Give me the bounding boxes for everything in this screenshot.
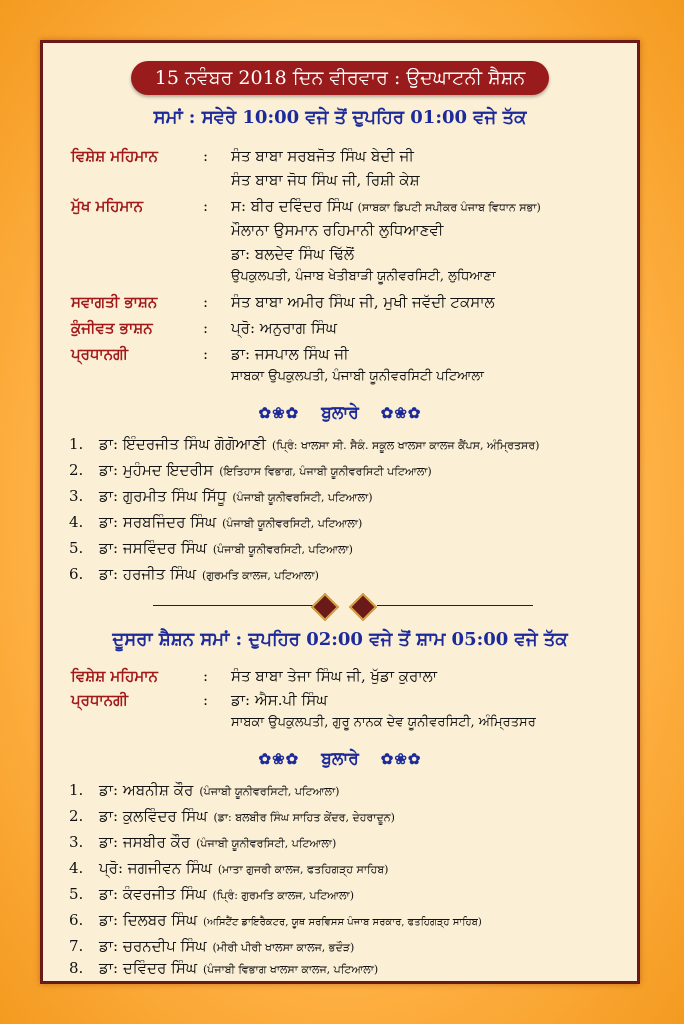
ornament-left-icon: ✿❀✿ — [258, 750, 300, 768]
speaker-name: ਡਾ: ਸਰਬਜਿੰਦਰ ਸਿੰਘ — [99, 513, 217, 531]
speaker-affiliation: (ਇਤਿਹਾਸ ਵਿਭਾਗ, ਪੰਜਾਬੀ ਯੂਨੀਵਰਸਿਟੀ ਪਟਿਆਲਾ) — [219, 465, 432, 478]
item-number: 2. — [69, 461, 84, 479]
role-value: ਸੰਤ ਬਾਬਾ ਜੋਧ ਸਿੰਘ ਜੀ, ਰਿਸ਼ੀ ਕੇਸ਼ — [231, 171, 420, 189]
role-value: ਸੰਤ ਬਾਬਾ ਤੇਜਾ ਸਿੰਘ ਜੀ, ਖੁੱਡਾ ਕੁਰਾਲਾ — [231, 667, 438, 685]
colon: : — [203, 197, 209, 215]
ornament-left-icon: ✿❀✿ — [258, 404, 300, 422]
item-number: 3. — [69, 833, 84, 851]
role-note: (ਸਾਬਕਾ ਡਿਪਟੀ ਸਪੀਕਰ ਪੰਜਾਬ ਵਿਧਾਨ ਸਭਾ) — [357, 201, 541, 214]
role-value: ਉਪਕੁਲਪਤੀ, ਪੰਜਾਬ ਖੇਤੀਬਾੜੀ ਯੂਨੀਵਰਸਿਟੀ, ਲੁਧਿਆਣਾ — [231, 269, 496, 284]
role-value: ਸਾਬਕਾ ਉਪਕੁਲਪਤੀ, ਗੁਰੂ ਨਾਨਕ ਦੇਵ ਯੂਨੀਵਰਸਿਟੀ, ਅੰਮ੍ਰਿਤਸਰ — [231, 715, 536, 730]
list-item — [69, 781, 339, 799]
role-value: ਸੰਤ ਬਾਬਾ ਅਮੀਰ ਸਿੰਘ ਜੀ, ਮੁਖੀ ਜਵੱਦੀ ਟਕਸਾਲ — [231, 293, 495, 311]
speaker-name: ਡਾ: ਜਸਬੀਰ ਕੌਰ — [99, 833, 191, 851]
item-number: 4. — [69, 859, 84, 877]
item-number: 1. — [69, 435, 84, 453]
role-value: ਸਾਬਕਾ ਉਪਕੁਲਪਤੀ, ਪੰਜਾਬੀ ਯੂਨੀਵਰਸਿਟੀ ਪਟਿਆਲਾ — [231, 369, 484, 384]
colon: : — [203, 147, 209, 165]
speaker-name: ਡਾ: ਹਰਜੀਤ ਸਿੰਘ — [99, 565, 197, 583]
speaker-name: ਡਾ: ਅਬਨੀਸ਼ ਕੌਰ — [99, 781, 194, 799]
speaker-name: ਡਾ: ਕੁਲਵਿੰਦਰ ਸਿੰਘ — [99, 807, 208, 825]
item-number: 5. — [69, 885, 84, 903]
list-item — [69, 833, 336, 851]
role-label: ਪ੍ਰਧਾਨਗੀ — [71, 345, 129, 363]
role-label: ਮੁੱਖ ਮਹਿਮਾਨ — [71, 197, 144, 215]
role-label: ਕੁੰਜੀਵਤ ਭਾਸ਼ਨ — [71, 319, 153, 337]
speakers-heading-text: ਬੁਲਾਰੇ — [321, 403, 359, 423]
role-value: ਮੌਲਾਨਾ ਉਸਮਾਨ ਰਹਿਮਾਨੀ ਲੁਧਿਆਣਵੀ — [231, 221, 444, 239]
list-item — [69, 513, 362, 531]
list-item — [69, 807, 395, 825]
speaker-name: ਡਾ: ਦਵਿੰਦਰ ਸਿੰਘ — [99, 959, 197, 977]
item-number: 5. — [69, 539, 84, 557]
item-number: 1. — [69, 781, 84, 799]
list-item — [69, 487, 372, 505]
speaker-name: ਡਾ: ਦਿਲਬਰ ਸਿੰਘ — [99, 911, 198, 929]
speaker-affiliation: (ਮਾਤਾ ਗੁਜਰੀ ਕਾਲਜ, ਫਤਹਿਗੜ੍ਹ ਸਾਹਿਬ) — [217, 863, 389, 876]
speaker-name: ਡਾ: ਗੁਰਮੀਤ ਸਿੰਘ ਸਿੱਧੂ — [99, 487, 227, 505]
colon: : — [203, 345, 209, 363]
list-item — [69, 885, 354, 903]
speaker-affiliation: (ਪੰਜਾਬੀ ਯੂਨੀਵਰਸਿਟੀ, ਪਟਿਆਲਾ) — [196, 837, 337, 850]
speaker-affiliation: (ਗੁਰਮਤਿ ਕਾਲਜ, ਪਟਿਆਲਾ) — [202, 569, 319, 582]
list-item — [69, 565, 319, 583]
program-card — [40, 40, 640, 984]
speaker-affiliation: (ਪ੍ਰਿੰ: ਗੁਰਮਤਿ ਕਾਲਜ, ਪਟਿਆਲਾ) — [212, 889, 354, 902]
list-item — [69, 435, 539, 453]
session2-time: ਦੂਸਰਾ ਸ਼ੈਸ਼ਨ ਸਮਾਂ : ਦੁਪਹਿਰ 02:00 ਵਜੇ ਤੋਂ ਸ਼ਾਮ 05:00 ਵਜੇ ਤੱਕ — [112, 629, 568, 650]
speaker-name: ਪ੍ਰੋ: ਜਗਜੀਵਨ ਸਿੰਘ — [99, 859, 212, 877]
speakers-heading-text: ਬੁਲਾਰੇ — [321, 749, 359, 769]
ornament-right-icon: ✿❀✿ — [380, 404, 422, 422]
ornament-right-icon: ✿❀✿ — [380, 750, 422, 768]
diamond-icon — [349, 593, 377, 621]
list-item — [69, 859, 388, 877]
item-number: 7. — [69, 937, 84, 955]
speaker-name: ਡਾ: ਇੰਦਰਜੀਤ ਸਿੰਘ ਗੋਗੋਆਣੀ — [99, 435, 267, 453]
colon: : — [203, 293, 209, 311]
divider-line — [153, 605, 313, 606]
speaker-affiliation: (ਪੰਜਾਬੀ ਯੂਨੀਵਰਸਿਟੀ, ਪਟਿਆਲਾ) — [222, 517, 363, 530]
item-number: 3. — [69, 487, 84, 505]
role-value: ਸੰਤ ਬਾਬਾ ਸਰਬਜੋਤ ਸਿੰਘ ਬੇਦੀ ਜੀ — [231, 147, 414, 165]
speaker-name: ਡਾ: ਕੰਵਰਜੀਤ ਸਿੰਘ — [99, 885, 207, 903]
speakers-heading — [43, 749, 637, 769]
speaker-affiliation: (ਮੀਰੀ ਪੀਰੀ ਖਾਲਸਾ ਕਾਲਜ, ਭਦੌੜ) — [212, 941, 355, 954]
item-number: 6. — [69, 565, 84, 583]
role-value: ਡਾ: ਐਸ.ਪੀ ਸਿੰਘ — [231, 691, 328, 709]
speakers-heading — [43, 403, 637, 423]
colon: : — [203, 667, 209, 685]
item-number: 8. — [69, 959, 84, 977]
colon: : — [203, 691, 209, 709]
speaker-affiliation: (ਪੰਜਾਬੀ ਯੂਨੀਵਰਸਿਟੀ, ਪਟਿਆਲਾ) — [199, 785, 340, 798]
speaker-name: ਡਾ: ਚਰਨਦੀਪ ਸਿੰਘ — [99, 937, 207, 955]
role-value-name: ਸ: ਬੀਰ ਦਵਿੰਦਰ ਸਿੰਘ — [231, 197, 353, 215]
session1-time: ਸਮਾਂ : ਸਵੇਰੇ 10:00 ਵਜੇ ਤੋਂ ਦੁਪਹਿਰ 01:00 ਵਜੇ ਤੱਕ — [153, 107, 527, 128]
speaker-affiliation: (ਪੰਜਾਬੀ ਵਿਭਾਗ ਖਾਲਸਾ ਕਾਲਜ, ਪਟਿਆਲਾ) — [203, 963, 379, 976]
item-number: 6. — [69, 911, 84, 929]
colon: : — [203, 319, 209, 337]
role-label: ਪ੍ਰਧਾਨਗੀ — [71, 691, 129, 709]
diamond-icon — [311, 593, 339, 621]
speaker-name: ਡਾ: ਜਸਵਿੰਦਰ ਸਿੰਘ — [99, 539, 207, 557]
section-divider — [153, 591, 533, 621]
item-number: 4. — [69, 513, 84, 531]
speaker-affiliation: (ਡਾ: ਬਲਬੀਰ ਸਿੰਘ ਸਾਹਿਤ ਕੇਂਦਰ, ਦੇਹਰਾਦੂਨ) — [213, 811, 395, 824]
list-item — [69, 959, 378, 977]
list-item — [69, 911, 482, 929]
speaker-name: ਡਾ: ਮੁਹੰਮਦ ਇਦਰੀਸ — [99, 461, 214, 479]
role-value: ਡਾ: ਜਸਪਾਲ ਸਿੰਘ ਜੀ — [231, 345, 349, 363]
list-item — [69, 461, 432, 479]
speaker-affiliation: (ਅਸਿਟੈਂਟ ਡਾਇਰੈਕਟਰ, ਯੂਥ ਸਰਵਿਸਸ ਪੰਜਾਬ ਸਰਕਾਰ, ਫਤਹਿਗੜ੍ਹ ਸਾਹਿਬ) — [203, 917, 482, 928]
divider-line — [377, 605, 533, 606]
role-label: ਵਿਸ਼ੇਸ਼ ਮਹਿਮਾਨ — [71, 667, 158, 685]
role-value: ਪ੍ਰੋ: ਅਨੁਰਾਗ ਸਿੰਘ — [231, 319, 337, 337]
speaker-affiliation: (ਪੰਜਾਬੀ ਯੂਨੀਵਰਸਿਟੀ, ਪਟਿਆਲਾ) — [212, 543, 353, 556]
role-label: ਸਵਾਗਤੀ ਭਾਸ਼ਨ — [71, 293, 158, 311]
date-banner: 15 ਨਵੰਬਰ 2018 ਦਿਨ ਵੀਰਵਾਰ : ਉਦਘਾਟਨੀ ਸ਼ੈਸ਼ਨ — [131, 61, 549, 95]
list-item — [69, 937, 354, 955]
role-value — [231, 197, 541, 215]
speaker-affiliation: (ਪ੍ਰਿੰ: ਖਾਲਸਾ ਸੀ. ਸੈਕੰ. ਸਕੂਲ ਖਾਲਸਾ ਕਾਲਜ ਕੈਂਪਸ, ਅੰਮ੍ਰਿਤਸਰ) — [272, 439, 540, 452]
item-number: 2. — [69, 807, 84, 825]
list-item — [69, 539, 353, 557]
role-label: ਵਿਸ਼ੇਸ਼ ਮਹਿਮਾਨ — [71, 147, 158, 165]
role-value: ਡਾ: ਬਲਦੇਵ ਸਿੰਘ ਢਿੱਲੋਂ — [231, 245, 354, 263]
speaker-affiliation: (ਪੰਜਾਬੀ ਯੂਨੀਵਰਸਿਟੀ, ਪਟਿਆਲਾ) — [232, 491, 373, 504]
